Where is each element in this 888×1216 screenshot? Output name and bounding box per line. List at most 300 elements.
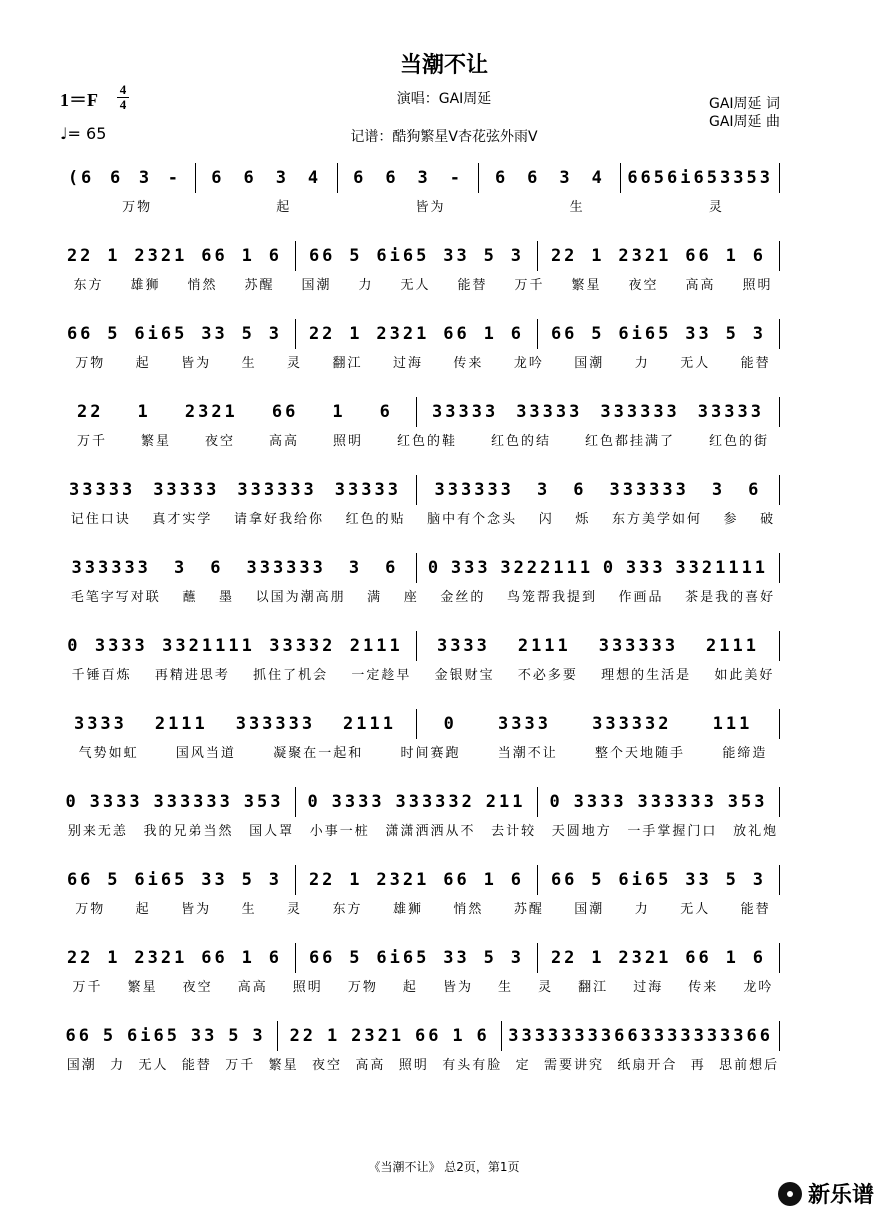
note-group: 1: [326, 1026, 341, 1046]
lyric-word: 起: [135, 902, 151, 917]
note-group: 3: [561, 1026, 575, 1046]
lyric-word: 力: [110, 1058, 126, 1073]
measure-group: [544, 246, 773, 266]
lyric-row: [60, 430, 786, 449]
note-group: 3: [510, 948, 524, 968]
note-group: 6: [748, 480, 762, 500]
note-group: 66: [414, 1026, 442, 1046]
lyric-word: 悄然: [187, 278, 218, 293]
measure-group: [60, 870, 289, 890]
note-group: 33333: [334, 480, 401, 500]
note-group: 353: [243, 792, 284, 812]
note-group: 1: [725, 948, 739, 968]
lyric-word: 高高: [268, 434, 299, 449]
note-group: 1: [483, 870, 497, 890]
note-group: 2321: [376, 870, 430, 890]
note-group: 3: [759, 168, 773, 188]
note-group: 66: [443, 870, 470, 890]
lyric-word: 再: [690, 1058, 706, 1073]
lyric-word: 一手掌握门口: [627, 824, 718, 839]
lyric-word: 繁星: [268, 1058, 299, 1073]
note-group: 5: [107, 870, 121, 890]
notation-row: [60, 630, 786, 662]
lyric-word: 过海: [633, 980, 664, 995]
lyric-word: 国风当道: [175, 746, 236, 761]
lyric-row: [60, 508, 786, 527]
tempo-marking: ♩= 65: [60, 124, 107, 143]
note-group: 333: [450, 558, 491, 578]
lyric-word: 千锤百炼: [71, 668, 132, 683]
measure-group: [302, 792, 531, 812]
bar-line: [295, 943, 296, 973]
lyric-word: 雄狮: [392, 902, 423, 917]
note-group: 3333: [640, 1026, 694, 1046]
notation-row: [60, 162, 786, 194]
note-group: 4: [307, 168, 322, 188]
measure-group: [302, 948, 531, 968]
note-group: 33: [720, 168, 747, 188]
score-line: [60, 158, 786, 236]
notation-row: [60, 708, 786, 740]
note-group: 5: [483, 948, 497, 968]
lyric-word: 我的兄弟当然: [143, 824, 234, 839]
measure-group: [60, 168, 189, 188]
note-group: 3: [138, 168, 153, 188]
site-logo: [778, 1178, 874, 1209]
note-group: 6i65: [376, 246, 430, 266]
bar-line: [295, 865, 296, 895]
bar-line: [416, 631, 417, 661]
note-group: 6: [211, 168, 225, 188]
note-group: 2321: [618, 948, 672, 968]
lyric-word: 烁: [575, 512, 591, 527]
note-group: 3: [417, 168, 431, 188]
bar-line: [416, 397, 417, 427]
note-group: 22: [289, 1026, 317, 1046]
lyric-word: 万物: [75, 356, 106, 371]
lyric-word: 灵: [287, 902, 303, 917]
key-signature: 1＝F: [60, 90, 98, 110]
note-group: -: [449, 168, 463, 188]
lyric-word: 去计较: [491, 824, 537, 839]
lyric-word: 能替: [457, 278, 488, 293]
lyric-word: 繁星: [127, 980, 158, 995]
note-group: 3: [693, 1026, 707, 1046]
note-group: 5: [228, 1026, 242, 1046]
note-group: 3: [711, 480, 726, 500]
note-group: 1: [241, 246, 255, 266]
notation-row: [60, 864, 786, 896]
lyric-word: 无人: [138, 1058, 169, 1073]
note-group: 5: [241, 324, 255, 344]
note-group: 3: [752, 324, 766, 344]
note-group: 66: [443, 324, 470, 344]
note-group: -: [167, 168, 181, 188]
measure-group: [302, 324, 531, 344]
note-group: 2111: [154, 714, 208, 734]
lyric-word: 力: [634, 356, 650, 371]
lyric-word: 红色的街: [708, 434, 769, 449]
lyric-word: 能替: [181, 1058, 212, 1073]
note-group: 2111: [517, 636, 571, 656]
score-line: [60, 626, 786, 704]
measure-group: [202, 168, 331, 188]
lyric-row: [60, 1054, 786, 1073]
bar-line: [537, 241, 538, 271]
note-group: 33333: [697, 402, 764, 422]
bar-line: [779, 553, 780, 583]
note-group: 1: [483, 324, 497, 344]
lyric-row: [60, 274, 786, 293]
note-group: 66: [201, 246, 228, 266]
score: [60, 158, 786, 1094]
lyric-word: 思前想后: [719, 1058, 780, 1073]
measure-group: [544, 324, 773, 344]
note-group: 22: [66, 948, 94, 968]
lyric-word: 夜空: [312, 1058, 343, 1073]
note-group: 333333: [600, 402, 680, 422]
note-group: (6: [67, 168, 95, 188]
lyric-row: [60, 820, 786, 839]
lyric-word: 生: [498, 980, 514, 995]
note-group: 6: [494, 168, 509, 188]
bar-line: [295, 241, 296, 271]
lyric-word: 万物: [122, 200, 153, 215]
note-group: 333332: [395, 792, 475, 812]
lyric-word: 天圆地方: [551, 824, 612, 839]
lyric-word: 以国为潮高朋: [255, 590, 346, 605]
note-group: 5: [349, 246, 363, 266]
score-line: [60, 1016, 786, 1094]
note-group: 111: [712, 714, 753, 734]
lyric-word: 请拿好我给你: [233, 512, 324, 527]
lyric-word: 潇潇洒洒从不: [385, 824, 476, 839]
measure-group: [60, 636, 410, 656]
note-group: 22: [66, 246, 94, 266]
bar-line: [295, 787, 296, 817]
lyric-word: 金银财宝: [434, 668, 495, 683]
time-sig-bottom: 4: [119, 97, 127, 112]
lyric-word: 万千: [72, 980, 103, 995]
bar-line: [295, 319, 296, 349]
lyric-word: 红色的贴: [345, 512, 406, 527]
lyric-word: 翻江: [332, 356, 363, 371]
note-group: 1: [349, 324, 363, 344]
lyric-word: 万物: [75, 902, 106, 917]
lyric-word: 万千: [514, 278, 545, 293]
score-line: [60, 860, 786, 938]
lyric-row: [60, 976, 786, 995]
notation-row: [60, 786, 786, 818]
note-group: 333333: [153, 792, 233, 812]
note-group: 333333: [434, 480, 514, 500]
note-group: 2111: [349, 636, 403, 656]
lyricist-credit: GAI周延 词: [708, 96, 780, 112]
lyric-word: 有头有脸: [442, 1058, 503, 1073]
measure-group: [508, 1026, 773, 1046]
note-group: 3333: [508, 1026, 562, 1046]
lyric-word: 别来无恙: [67, 824, 128, 839]
note-group: 22: [308, 870, 336, 890]
lyric-word: 生: [241, 902, 257, 917]
note-group: 33: [201, 870, 228, 890]
bar-line: [537, 319, 538, 349]
lyric-word: 时间赛跑: [400, 746, 461, 761]
lyric-word: 灵: [538, 980, 554, 995]
note-group: 2321: [134, 948, 188, 968]
note-group: 6: [268, 948, 282, 968]
note-group: 1: [137, 402, 151, 422]
note-group: 333333: [609, 480, 689, 500]
lyric-word: 照明: [398, 1058, 429, 1073]
lyric-word: 国潮: [301, 278, 332, 293]
note-group: 3: [173, 558, 188, 578]
note-group: 0: [549, 792, 563, 812]
note-group: 3: [268, 324, 282, 344]
note-group: 0: [67, 636, 81, 656]
lyric-word: 破: [760, 512, 776, 527]
note-group: 1: [107, 948, 121, 968]
measure-group: [544, 870, 773, 890]
note-group: 66: [66, 870, 94, 890]
note-group: 3333: [331, 792, 385, 812]
notation-row: [60, 318, 786, 350]
note-group: 5: [591, 324, 605, 344]
lyric-word: 翻江: [578, 980, 609, 995]
measure-group: [423, 558, 773, 578]
lyric-row: [60, 664, 786, 683]
lyric-word: 东方: [73, 278, 104, 293]
score-line: [60, 470, 786, 548]
lyric-word: 国潮: [574, 356, 605, 371]
note-group: 33: [685, 870, 712, 890]
note-group: 66: [201, 948, 228, 968]
note-group: 2321: [184, 402, 238, 422]
lyric-word: 力: [358, 278, 374, 293]
note-group: 3333: [94, 636, 148, 656]
note-group: 333332: [592, 714, 672, 734]
note-group: 3: [559, 168, 573, 188]
lyric-word: 皆为: [442, 980, 473, 995]
measure-group: [60, 948, 289, 968]
note-group: 33: [443, 948, 470, 968]
lyric-word: 灵: [708, 200, 724, 215]
note-group: 0: [443, 714, 457, 734]
lyric-word: 放礼炮: [733, 824, 779, 839]
lyric-word: 再精进思考: [154, 668, 230, 683]
note-group: 22: [77, 402, 104, 422]
lyric-word: 红色的结: [490, 434, 551, 449]
note-group: 5: [653, 168, 668, 188]
note-group: 66: [627, 168, 654, 188]
lyric-word: 小事一桩: [309, 824, 370, 839]
lyric-word: 如此美好: [714, 668, 775, 683]
note-group: 6i65: [618, 324, 672, 344]
measure-group: [60, 324, 289, 344]
notation-row: [60, 474, 786, 506]
lyric-word: 照明: [742, 278, 773, 293]
note-group: 66: [550, 324, 578, 344]
lyric-row: [60, 352, 786, 371]
lyric-word: 照明: [332, 434, 363, 449]
lyric-word: 无人: [400, 278, 431, 293]
lyric-word: 能缔造: [722, 746, 768, 761]
lyric-word: 悄然: [453, 902, 484, 917]
bar-line: [779, 475, 780, 505]
note-group: 5: [591, 870, 605, 890]
measure-group: [627, 168, 773, 188]
notation-row: [60, 240, 786, 272]
note-group: 333333: [237, 480, 317, 500]
note-group: 3222111: [500, 558, 594, 578]
note-group: 3321111: [162, 636, 255, 656]
lyric-word: 定: [515, 1058, 531, 1073]
note-group: 333333: [235, 714, 316, 734]
lyric-word: 整个天地随手: [595, 746, 686, 761]
lyric-word: 一定趁早: [351, 668, 412, 683]
lyric-word: 毛笔字写对联: [70, 590, 161, 605]
score-line: [60, 314, 786, 392]
note-group: 6: [510, 324, 524, 344]
note-group: 1: [332, 402, 346, 422]
note-group: 6: [210, 558, 224, 578]
lyric-word: 作画品: [618, 590, 664, 605]
notation-row: [60, 1020, 786, 1052]
note-group: 33333: [432, 402, 499, 422]
note-group: 33: [201, 324, 228, 344]
note-group: 6: [385, 168, 399, 188]
note-group: 1: [591, 246, 605, 266]
measure-group: [302, 870, 531, 890]
note-group: 1: [241, 948, 255, 968]
measure-group: [60, 792, 289, 812]
lyric-word: 理想的生活是: [601, 668, 692, 683]
lyric-word: 茶是我的喜好: [685, 590, 776, 605]
note-group: 5: [725, 870, 739, 890]
note-group: 66: [308, 948, 336, 968]
lyric-word: 起: [276, 200, 292, 215]
note-group: 2111: [706, 636, 759, 656]
note-group: 3: [275, 168, 289, 188]
bar-line: [537, 943, 538, 973]
lyric-word: 生: [569, 200, 585, 215]
notation-row: [60, 396, 786, 428]
lyric-word: 皆为: [415, 200, 446, 215]
note-group: 6: [527, 168, 541, 188]
bar-line: [779, 1021, 780, 1051]
note-group: 6: [752, 948, 766, 968]
note-group: 6: [573, 480, 587, 500]
lyric-word: 皆为: [181, 902, 212, 917]
lyric-word: 鸟笼帮我提到: [506, 590, 597, 605]
bar-line: [195, 163, 196, 193]
measure-group: [485, 168, 614, 188]
note-group: 66: [271, 402, 299, 422]
note-group: 66: [308, 246, 336, 266]
lyric-row: [60, 742, 786, 761]
note-group: 6i65: [376, 948, 430, 968]
lyric-word: 真才实学: [152, 512, 213, 527]
note-group: 2321: [376, 324, 430, 344]
note-group: 33: [685, 324, 712, 344]
page-footer: 《当潮不让》 总2页，第1页: [368, 1160, 520, 1174]
lyric-word: 高高: [355, 1058, 386, 1073]
measure-group: [60, 246, 289, 266]
note-group: 6: [109, 168, 124, 188]
note-group: 3: [510, 246, 524, 266]
score-line: [60, 704, 786, 782]
note-group: 3333: [73, 714, 127, 734]
note-group: 0: [602, 558, 617, 578]
lyric-word: 夜空: [628, 278, 659, 293]
note-group: 6: [268, 246, 282, 266]
note-group: 33: [443, 246, 470, 266]
note-group: 3: [536, 480, 551, 500]
lyric-word: 照明: [292, 980, 323, 995]
lyric-word: 能替: [740, 902, 771, 917]
lyric-word: 闪: [538, 512, 554, 527]
measure-group: [284, 1026, 495, 1046]
lyric-word: 金丝的: [440, 590, 486, 605]
scribe-credit: 记谱：酷狗繁星V杏花弦外雨V: [350, 129, 538, 145]
lyric-word: 高高: [237, 980, 268, 995]
lyric-word: 龙吟: [513, 356, 544, 371]
note-group: 6i65: [618, 870, 672, 890]
lyric-word: 无人: [680, 356, 711, 371]
note-group: 6i65: [127, 1026, 180, 1046]
lyric-word: 座: [403, 590, 419, 605]
note-group: 6: [353, 168, 367, 188]
lyric-word: 生: [241, 356, 257, 371]
note-group: 5: [483, 246, 497, 266]
lyric-word: 气势如虹: [78, 746, 139, 761]
note-group: 3: [268, 870, 282, 890]
notation-row: [60, 942, 786, 974]
lyric-word: 繁星: [571, 278, 602, 293]
lyric-word: 雄狮: [130, 278, 161, 293]
note-group: 22: [308, 324, 336, 344]
bar-line: [501, 1021, 502, 1051]
lyric-word: 传来: [688, 980, 719, 995]
lyric-word: 纸扇开合: [617, 1058, 678, 1073]
lyric-word: 起: [135, 356, 151, 371]
lyric-word: 万千: [225, 1058, 256, 1073]
note-group: 3: [252, 1026, 266, 1046]
bar-line: [416, 475, 417, 505]
measure-group: [544, 948, 773, 968]
lyric-row: [60, 898, 786, 917]
note-group: 6: [379, 402, 393, 422]
measure-group: [544, 792, 773, 812]
bar-line: [779, 787, 780, 817]
lyric-word: 繁星: [140, 434, 171, 449]
lyric-word: 传来: [453, 356, 484, 371]
notation-row: [60, 552, 786, 584]
note-group: 333333: [637, 792, 717, 812]
note-group: 22: [550, 246, 578, 266]
note-group: 5: [349, 948, 363, 968]
lyric-word: 红色都挂满了: [584, 434, 675, 449]
measure-group: [423, 480, 773, 500]
note-group: 33: [190, 1026, 218, 1046]
singer-credit: 演唱：GAI周延: [396, 91, 492, 107]
lyric-word: 国潮: [66, 1058, 97, 1073]
measure-group: [60, 1026, 271, 1046]
note-group: 66: [66, 324, 94, 344]
note-group: 5: [725, 324, 739, 344]
note-group: 6: [752, 246, 766, 266]
measure-group: [60, 558, 410, 578]
